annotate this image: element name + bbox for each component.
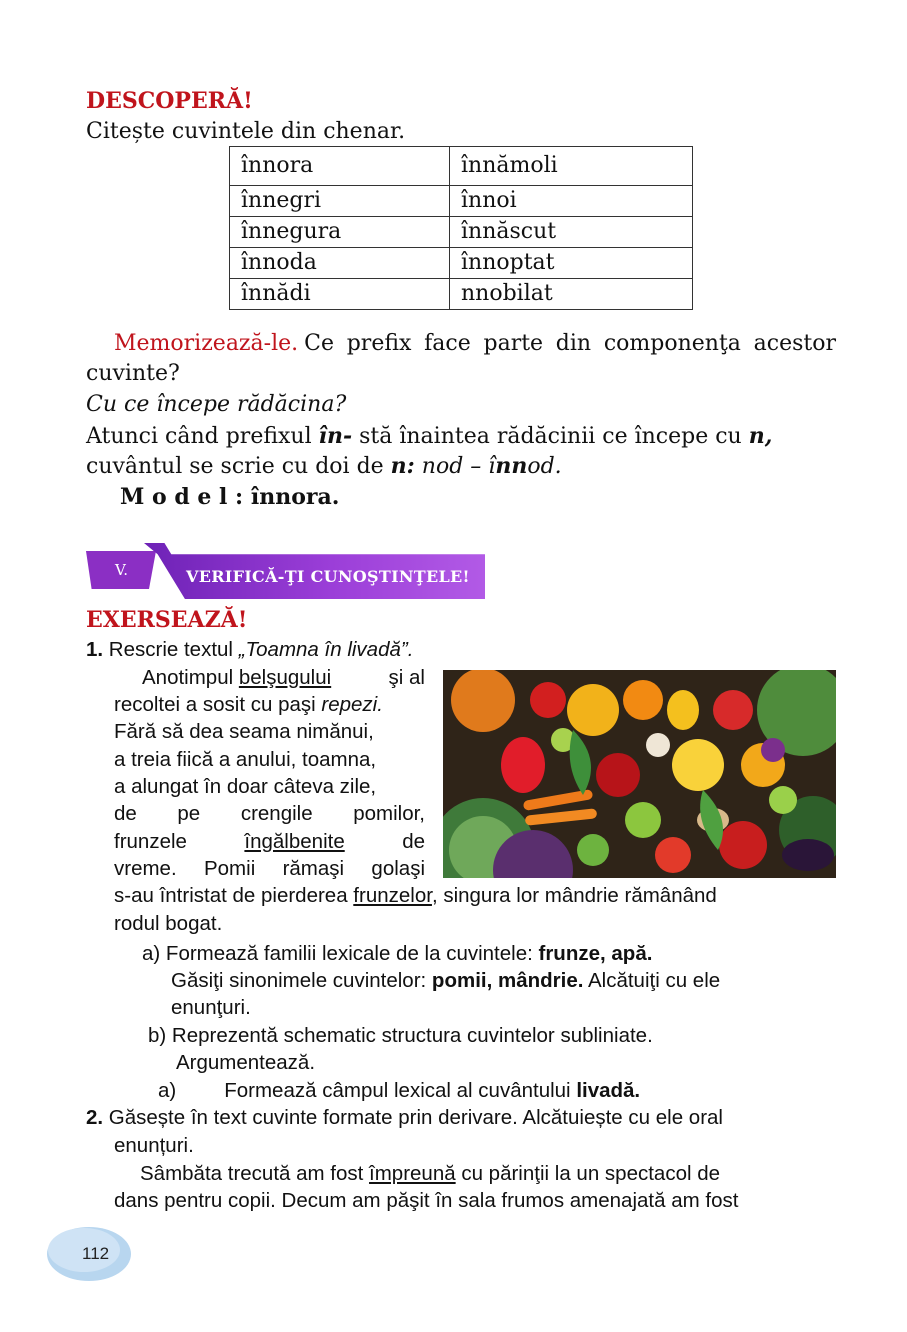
table-row: [230, 217, 693, 248]
text-word: pe: [177, 802, 201, 825]
rule-question-end: cuvinte?: [86, 361, 180, 386]
exercise-2-line: [86, 1104, 723, 1131]
memorize-label: Memorizează-le.: [114, 331, 299, 356]
text-line: a alungat în doar câteva zile,: [114, 775, 377, 798]
task-text: a) Formează familii lexicale de la cuvintele:: [142, 942, 539, 965]
exercise-heading: EXERSEAZĂ!: [86, 607, 248, 633]
exercise-number: 1.: [86, 638, 104, 661]
exercise-number: 2.: [86, 1106, 104, 1129]
model-line: M o d e l : înnora.: [120, 484, 340, 510]
story-line: dans pentru copii. Decum am păşit în sala frumos amenajată am fost: [114, 1189, 739, 1212]
exercise-2-line-2: enunțuri.: [114, 1134, 194, 1157]
rule-text: cuvântul se scrie cu doi de: [86, 454, 391, 479]
underlined-word: belşugului: [238, 666, 332, 689]
text-line: [114, 691, 383, 718]
underlined-word: frunzelor: [353, 884, 432, 907]
text-line: vreme. Pomii rămaşi golaşi: [114, 857, 425, 880]
task-text: Formează câmpul lexical al cuvântului: [224, 1079, 577, 1102]
word-cell: înnoda: [230, 248, 450, 279]
task-a-line-2: [171, 967, 720, 994]
text-line: rodul bogat.: [114, 912, 223, 935]
table-row: [230, 147, 693, 186]
word-cell: înnora: [230, 147, 450, 186]
text-word: crengile: [240, 802, 313, 825]
word-cell: înnoptat: [450, 248, 693, 279]
task-b-line-2: Argumentează.: [176, 1051, 316, 1074]
text-line: [114, 664, 425, 691]
text-word: şi al: [388, 666, 425, 689]
task-a-line: [142, 940, 652, 967]
task-keywords: livadă.: [576, 1079, 641, 1102]
word-cell: înnoi: [450, 186, 693, 217]
exercise-1-line: [86, 636, 413, 663]
word-cell: înnămoli: [450, 147, 693, 186]
text-word: frunzele: [114, 830, 187, 853]
letter-n: n:: [390, 453, 415, 479]
task-keywords: frunze, apă.: [538, 942, 653, 965]
underlined-word: îngălbenite: [244, 830, 345, 853]
word-table: [229, 146, 693, 310]
task-text: Găsiţi sinonimele cuvintelor:: [171, 969, 432, 992]
rule-statement-2: [86, 451, 562, 482]
task-c-line: [158, 1077, 640, 1104]
example-word: nod: [414, 454, 464, 479]
table-row: [230, 248, 693, 279]
rule-question-2: Cu ce începe rădăcina?: [86, 392, 347, 417]
text-word: Anotimpul belşugului: [142, 666, 332, 689]
text-line: Fără să dea seama nimănui,: [114, 720, 374, 743]
text-line: a treia fiică a anului, toamna,: [114, 748, 377, 771]
example-word: od.: [527, 454, 562, 479]
text-word: s-au întristat de pierderea frunzelor, singura lor mândrie rămânând: [114, 884, 717, 907]
exercise-text: Găsește în text cuvinte formate prin derivare. Alcătuiește cu ele oral: [103, 1106, 723, 1129]
task-b-line: b) Reprezentă schematic structura cuvintelor subliniate.: [148, 1024, 653, 1047]
text-word: repezi.: [321, 693, 383, 716]
text-word: recoltei a sosit cu paşi: [114, 693, 322, 716]
page-number: 112: [82, 1244, 110, 1263]
discover-heading: DESCOPERĂ!: [86, 88, 253, 114]
word-cell: nnobilat: [450, 279, 693, 310]
text-word: de: [114, 802, 137, 825]
task-text: Alcătuiţi cu ele: [583, 969, 721, 992]
exercise-text: Rescrie textul: [103, 638, 239, 661]
story-text: Sâmbăta trecută am fost: [140, 1162, 370, 1185]
rule-question-line: [114, 329, 836, 359]
section-number: V.: [115, 561, 128, 579]
table-row: [230, 279, 693, 310]
vegetables-image: [443, 670, 836, 878]
task-letter: a): [158, 1079, 177, 1102]
table-row: [230, 186, 693, 217]
text-word: de: [402, 830, 425, 853]
word-cell: înnegura: [230, 217, 450, 248]
letter-n: n,: [748, 423, 773, 449]
rule-question: Ce prefix face parte din componenţa acestor: [304, 331, 836, 356]
example-word: – î: [463, 454, 496, 479]
section-title: VERIFICĂ-ŢI CUNOŞTINŢELE!: [186, 567, 470, 586]
example-double-n: nn: [495, 453, 528, 479]
word-cell: înnăscut: [450, 217, 693, 248]
text-line: [114, 800, 425, 827]
text-line: [114, 882, 836, 909]
discover-instruction: Citește cuvintele din chenar.: [86, 119, 406, 144]
word-cell: înnădi: [230, 279, 450, 310]
story-text: cu părinţii la un spectacol de: [455, 1162, 721, 1185]
word-cell: înnegri: [230, 186, 450, 217]
task-a-line-3: enunţuri.: [171, 996, 251, 1019]
task-keywords: pomii, mândrie.: [431, 969, 584, 992]
rule-text: stă înaintea rădăcinii ce începe cu: [352, 424, 749, 449]
rule-text: Atunci când prefixul: [86, 424, 319, 449]
exercise-text-title: „Toamna în livadă”.: [238, 638, 414, 661]
story-line: [140, 1160, 720, 1187]
rule-statement-1: [86, 421, 772, 452]
text-line: [114, 828, 425, 855]
underlined-word: împreună: [369, 1162, 456, 1185]
prefix-in: în-: [318, 423, 353, 449]
vegetables-illustration: [443, 670, 836, 878]
text-word: pomilor,: [353, 802, 425, 825]
